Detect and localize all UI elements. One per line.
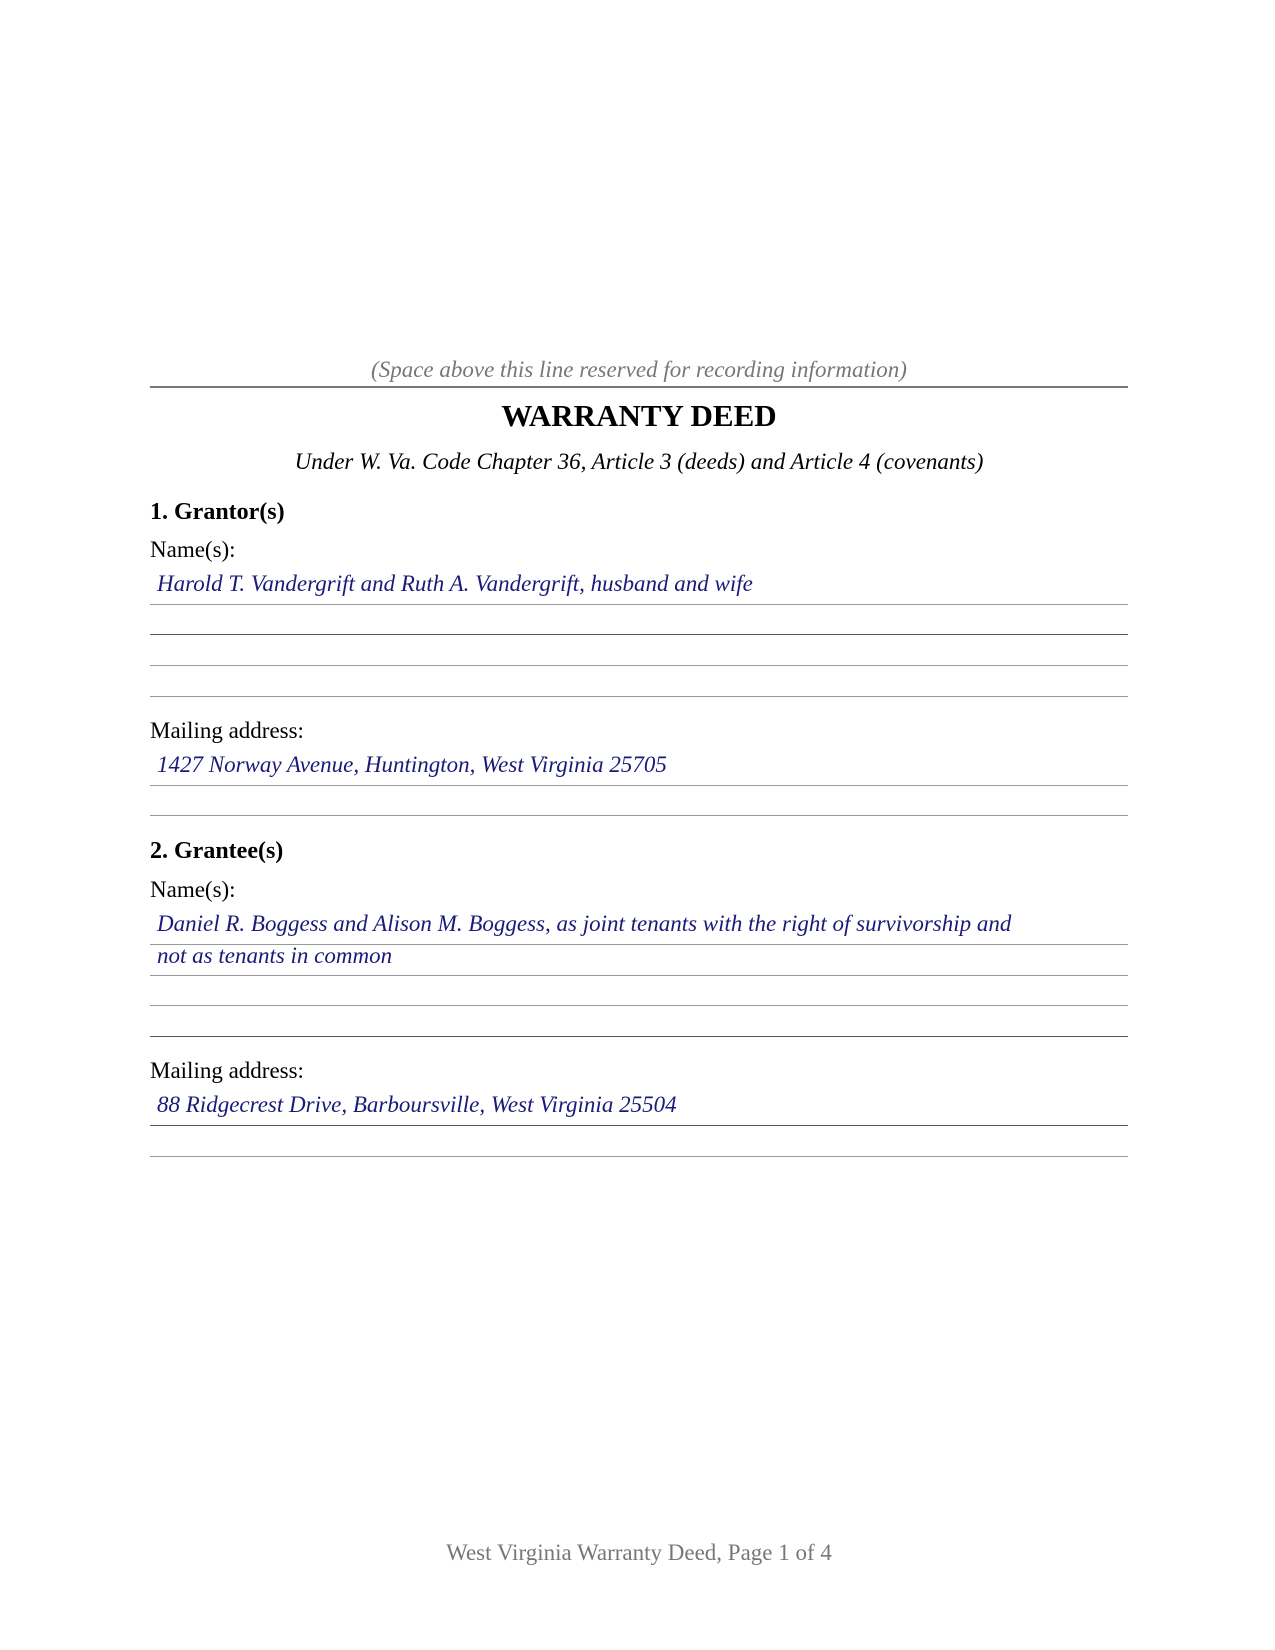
grantor-address-line[interactable]: 1427 Norway Avenue, Huntington, West Virginia 25705 (157, 752, 667, 777)
grantor-names-line-1[interactable]: Harold T. Vandergrift and Ruth A. Vandergrift, husband and wife (157, 571, 753, 596)
grantee-names-rule-2 (150, 975, 1128, 976)
grantor-heading: 1. Grantor(s) (150, 499, 285, 525)
grantee-names-label: Name(s): (150, 877, 236, 902)
grantee-address-label: Mailing address: (150, 1058, 304, 1083)
grantor-names-rule-3 (150, 665, 1128, 666)
grantor-names-rule-1 (150, 604, 1128, 605)
grantee-names-rule-4 (150, 1036, 1128, 1037)
grantee-heading: 2. Grantee(s) (150, 838, 284, 864)
grantor-names-label: Name(s): (150, 537, 236, 562)
document-title: WARRANTY DEED (501, 398, 777, 433)
deed-page (150, 0, 1128, 1650)
grantee-names-line-2[interactable]: not as tenants in common (157, 943, 393, 968)
grantor-address-rule-2 (150, 815, 1128, 816)
grantor-address-rule-1 (150, 785, 1128, 786)
document-subtitle: Under W. Va. Code Chapter 36, Article 3 (deeds) and Article 4 (covenants) (294, 449, 984, 474)
grantee-names-line-1[interactable]: Daniel R. Boggess and Alison M. Boggess, as joint tenants with the right of survivorship and (157, 911, 1012, 936)
grantor-names-rule-4 (150, 696, 1128, 697)
grantee-names-rule-3 (150, 1005, 1128, 1006)
grantee-address-line[interactable]: 88 Ridgecrest Drive, Barboursville, West Virginia 25504 (157, 1092, 677, 1117)
grantee-address-rule-1 (150, 1125, 1128, 1126)
grantee-address-rule-2 (150, 1156, 1128, 1157)
recording-reserved-note: (Space above this line reserved for recording information) (371, 357, 907, 382)
recording-divider (150, 386, 1128, 388)
grantor-address-label: Mailing address: (150, 718, 304, 743)
grantor-names-rule-2 (150, 634, 1128, 635)
page-footer: West Virginia Warranty Deed, Page 1 of 4 (446, 1540, 832, 1565)
